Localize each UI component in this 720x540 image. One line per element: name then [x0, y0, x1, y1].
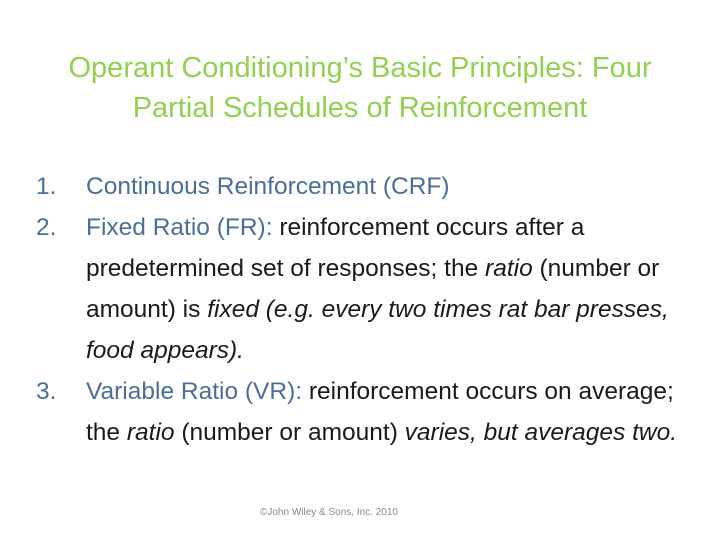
list-item-crf — [0, 166, 720, 207]
title-line-2: Partial Schedules of Reinforcement — [132, 92, 588, 124]
term-variable-ratio: Variable Ratio (VR): — [86, 378, 303, 405]
variable-ratio-text-a: reinforcement occurs on average; the — [86, 378, 674, 446]
list-number: 1. — [36, 173, 57, 200]
term-fixed-ratio: Fixed Ratio (FR): — [86, 214, 273, 241]
term-continuous-reinforcement: Continuous Reinforcement (CRF) — [86, 173, 450, 200]
variable-ratio-italic-a: ratio — [126, 419, 175, 446]
schedule-list — [0, 166, 720, 453]
fixed-ratio-italic-b: fixed (e.g. every two times rat bar presses, food appears). — [86, 296, 669, 364]
title-line-1: Operant Conditioning’s Basic Principles: Four — [68, 52, 652, 84]
list-number: 3. — [36, 378, 57, 405]
fixed-ratio-text-a: reinforcement occurs after a predetermined set of responses; the — [86, 214, 585, 282]
slide-title — [20, 48, 700, 128]
copyright-footer: ©John Wiley & Sons, Inc. 2010 — [260, 507, 398, 518]
list-number: 2. — [36, 214, 57, 241]
variable-ratio-italic-b: varies, but averages two. — [404, 419, 678, 446]
variable-ratio-text-b: (number or amount) — [174, 419, 405, 446]
fixed-ratio-italic-a: ratio — [485, 255, 533, 282]
list-item-variable-ratio — [0, 371, 720, 453]
fixed-ratio-text-b: (number or amount) is — [86, 255, 660, 323]
list-item-fixed-ratio — [0, 207, 720, 371]
